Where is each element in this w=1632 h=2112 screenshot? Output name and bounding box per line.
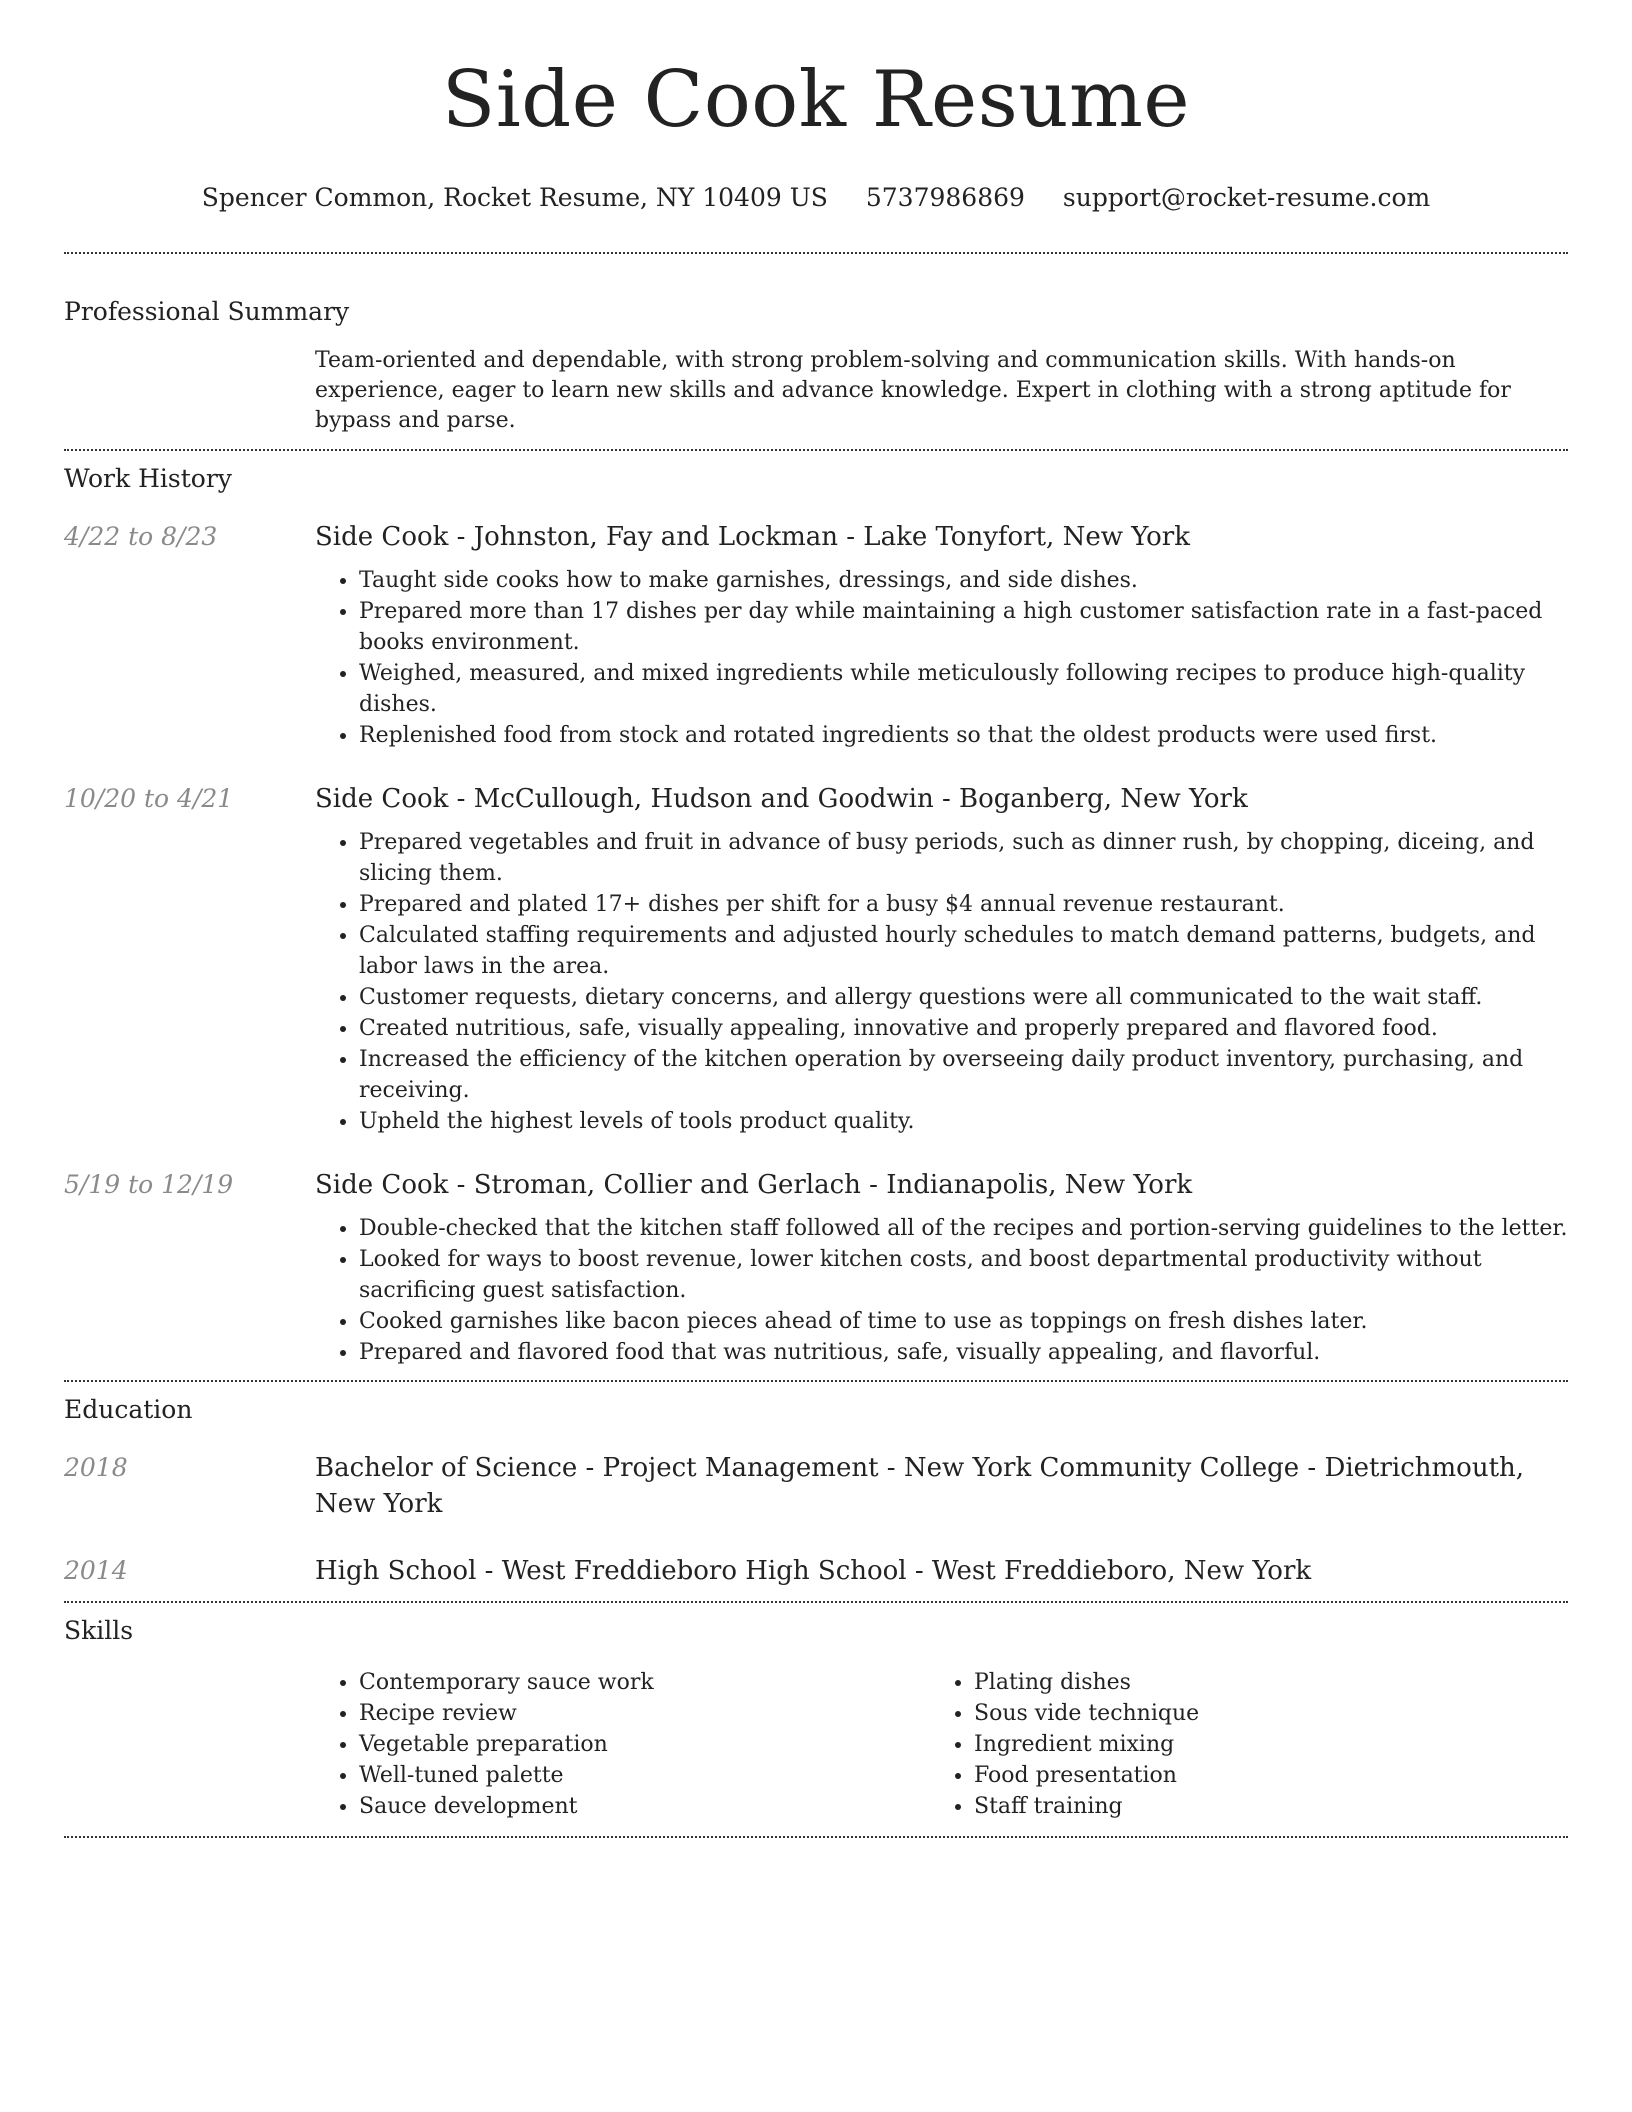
education-degree: High School [315,1556,477,1586]
education-year: 2018 [64,1453,128,1482]
contact-line [64,180,1568,216]
skills-list-left [315,1667,930,1822]
education-section [64,1392,1568,1589]
job-dates: 5/19 to 12/19 [64,1170,234,1199]
job-bullet: • Cooked garnishes like bacon pieces ahead of time to use as toppings on fresh dishes later. [359,1306,1568,1337]
job-bullet: • Calculated staffing requirements and adjusted hourly schedules to match demand patterns, budgets, and labor laws in the area. [359,920,1568,982]
job-entry [64,1167,1568,1368]
job-bullet: • Double-checked that the kitchen staff followed all of the recipes and portion-serving guidelines to the letter. [359,1213,1568,1244]
job-bullets [315,827,1568,1137]
education-degree: Bachelor of Science - Project Management [315,1453,879,1483]
job-dates: 4/22 to 8/23 [64,522,218,551]
education-details: - West Freddieboro High School - West Freddieboro, New York [476,1556,1312,1586]
skill-item: • Recipe review [359,1698,930,1729]
work-history-heading: Work History [64,464,232,493]
job-title: Side Cook - McCullough, Hudson and Goodwin - Boganberg, New York [315,784,1248,814]
job-bullet: • Prepared vegetables and fruit in advance of busy periods, such as dinner rush, by chopping, diceing, and slicing them. [359,827,1568,889]
job-bullet: • Taught side cooks how to make garnishes, dressings, and side dishes. [359,565,1568,596]
job-bullet: • Weighed, measured, and mixed ingredients while meticulously following recipes to produce high-quality dishes. [359,658,1568,720]
job-bullet: • Upheld the highest levels of tools product quality. [359,1106,1568,1137]
job-title: Side Cook - Johnston, Fay and Lockman - Lake Tonyfort, New York [315,522,1190,552]
divider [64,449,1568,451]
job-entry [64,781,1568,1137]
job-bullet: • Prepared and flavored food that was nutritious, safe, visually appealing, and flavorful. [359,1337,1568,1368]
skills-list-right [930,1667,1545,1822]
job-bullet: • Customer requests, dietary concerns, and allergy questions were all communicated to the wait staff. [359,982,1568,1013]
education-heading: Education [64,1395,193,1424]
skill-item: • Contemporary sauce work [359,1667,930,1698]
divider [64,1836,1568,1838]
job-bullet: • Looked for ways to boost revenue, lower kitchen costs, and boost departmental productivity without sacrificing guest satisfaction. [359,1244,1568,1306]
skill-item: • Ingredient mixing [974,1729,1545,1760]
skills-section [64,1613,1568,1822]
work-history-section [64,461,1568,1368]
contact-phone: 5737986869 [865,183,1025,212]
skill-item: • Staff training [974,1791,1545,1822]
skill-item: • Plating dishes [974,1667,1545,1698]
summary-section [64,294,1568,436]
resume-title: Side Cook Resume [441,55,1191,145]
skill-item: • Vegetable preparation [359,1729,930,1760]
divider [64,1601,1568,1603]
divider [64,252,1568,254]
summary-heading: Professional Summary [64,297,350,326]
education-entry [64,1450,1568,1522]
skill-item: • Sauce development [359,1791,930,1822]
job-bullet: • Increased the efficiency of the kitchen operation by overseeing daily product inventory, purchasing, and receiving. [359,1044,1568,1106]
job-bullet: • Created nutritious, safe, visually appealing, innovative and properly prepared and flavored food. [359,1013,1568,1044]
skill-item: • Food presentation [974,1760,1545,1791]
job-dates: 10/20 to 4/21 [64,784,234,813]
job-bullets [315,1213,1568,1368]
contact-email: support@rocket-resume.com [1062,183,1431,212]
job-bullet: • Replenished food from stock and rotated ingredients so that the oldest products were used first. [359,720,1568,751]
skill-item: • Well-tuned palette [359,1760,930,1791]
skill-item: • Sous vide technique [974,1698,1545,1729]
education-entry [64,1553,1568,1589]
job-title: Side Cook - Stroman, Collier and Gerlach - Indianapolis, New York [315,1170,1193,1200]
job-bullet: • Prepared and plated 17+ dishes per shift for a busy $4 annual revenue restaurant. [359,889,1568,920]
education-details: - New York Community College - Dietrichmouth, New York [315,1453,1525,1519]
education-year: 2014 [64,1556,128,1585]
job-entry [64,519,1568,751]
skills-heading: Skills [64,1616,134,1645]
job-bullets [315,565,1568,751]
summary-text: Team-oriented and dependable, with strong problem-solving and communication skills. With hands-on experience, eager to learn new skills and advance knowledge. Expert in clothing with a strong aptitude for bypass and parse. [315,348,1511,433]
divider [64,1380,1568,1382]
resume-page [64,0,1568,1838]
job-bullet: • Prepared more than 17 dishes per day while maintaining a high customer satisfaction rate in a fast-paced books environment. [359,596,1568,658]
contact-address: Spencer Common, Rocket Resume, NY 10409 US [201,183,828,212]
